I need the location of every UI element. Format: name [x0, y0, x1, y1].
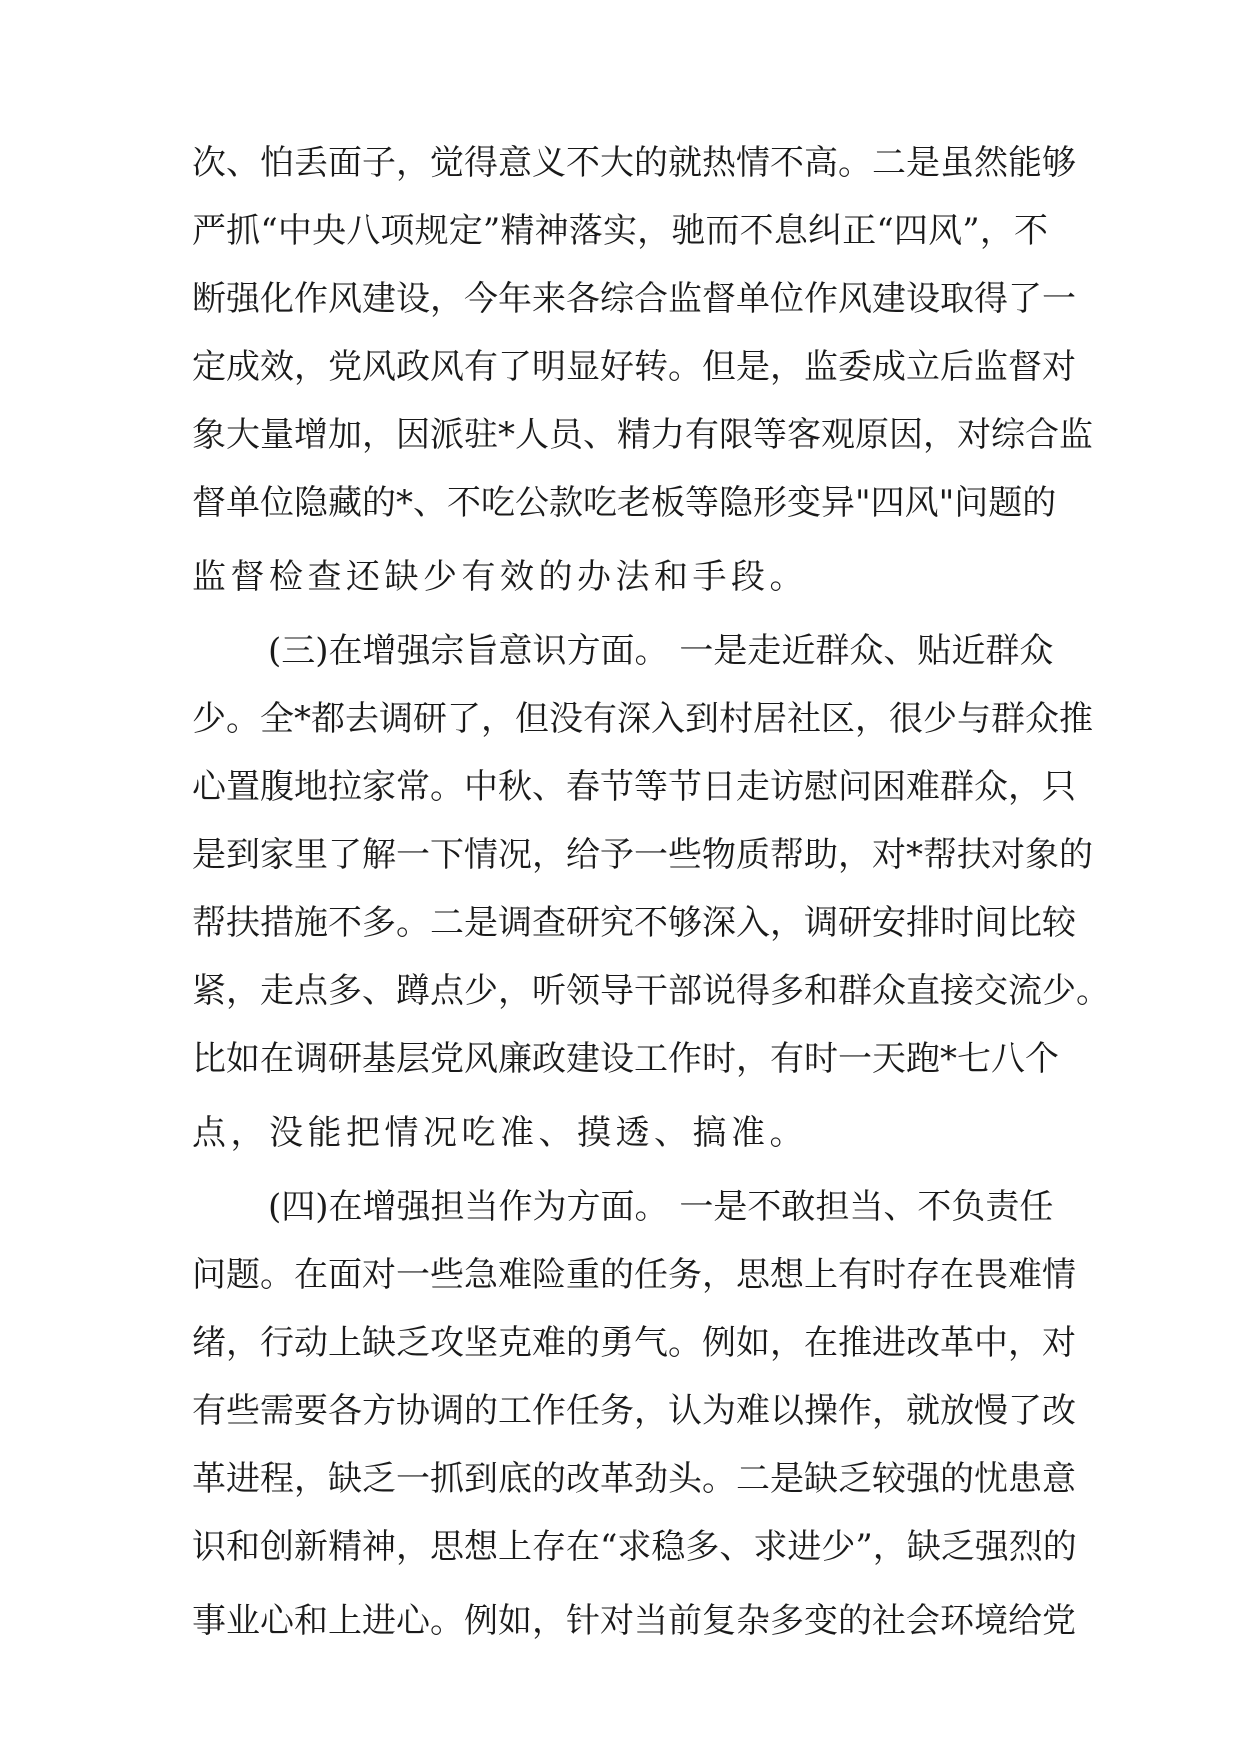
- body-text-line: 断强化作风建设，今年来各综合监督单位作风建设取得了一: [192, 279, 1076, 319]
- body-text-line: 点，没能把情况吃准、摸透、搞准。: [192, 1113, 808, 1153]
- body-text-line: 革进程，缺乏一抓到底的改革劲头。二是缺乏较强的忧患意: [192, 1459, 1076, 1499]
- body-text-line: 心置腹地拉家常。中秋、春节等节日走访慰问困难群众，只: [192, 767, 1076, 807]
- body-text-line: 少。全*都去调研了，但没有深入到村居社区，很少与群众推: [192, 699, 1093, 739]
- body-text-line: 紧，走点多、蹲点少，听领导干部说得多和群众直接交流少。: [192, 971, 1110, 1011]
- section-heading-line: (四)在增强担当作为方面。 一是不敢担当、不负责任: [268, 1187, 1054, 1227]
- section-heading-line: (三)在增强宗旨意识方面。 一是走近群众、贴近群众: [268, 631, 1054, 671]
- body-text-line: 监督检查还缺少有效的办法和手段。: [192, 557, 808, 597]
- body-text-line: 有些需要各方协调的工作任务，认为难以操作，就放慢了改: [192, 1391, 1076, 1431]
- body-text-line: 督单位隐藏的*、不吃公款吃老板等隐形变异"四风"问题的: [192, 483, 1057, 523]
- body-text-line: 识和创新精神，思想上存在“求稳多、求进少”，缺乏强烈的: [192, 1527, 1077, 1567]
- body-text-line: 次、怕丢面子，觉得意义不大的就热情不高。二是虽然能够: [192, 143, 1076, 183]
- body-text-line: 绪，行动上缺乏攻坚克难的勇气。例如，在推进改革中，对: [192, 1323, 1076, 1363]
- body-text-line: 问题。在面对一些急难险重的任务，思想上有时存在畏难情: [192, 1255, 1076, 1295]
- body-text-line: 象大量增加，因派驻*人员、精力有限等客观原因，对综合监: [192, 415, 1093, 455]
- body-text-line: 帮扶措施不多。二是调查研究不够深入，调研安排时间比较: [192, 903, 1076, 943]
- body-text-line: 严抓“中央八项规定”精神落实，驰而不息纠正“四风”，不: [192, 211, 1048, 251]
- body-text-line: 是到家里了解一下情况，给予一些物质帮助，对*帮扶对象的: [192, 835, 1093, 875]
- body-text-line: 事业心和上进心。例如，针对当前复杂多变的社会环境给党: [192, 1601, 1076, 1641]
- body-text-line: 定成效，党风政风有了明显好转。但是，监委成立后监督对: [192, 347, 1076, 387]
- body-text-line: 比如在调研基层党风廉政建设工作时，有时一天跑*七八个: [192, 1039, 1059, 1079]
